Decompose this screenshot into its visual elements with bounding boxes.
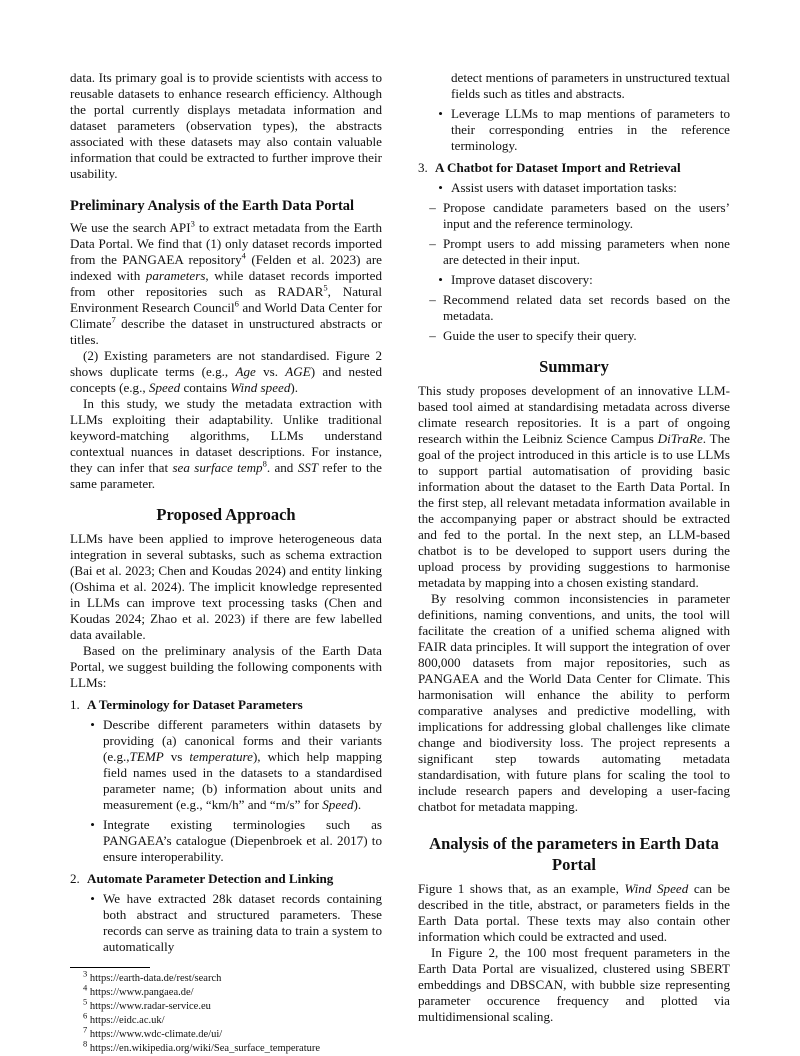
footnote-link[interactable]: https://en.wikipedia.org/wiki/Sea_surface_temperature [89,1043,321,1054]
footnote-4: $^4$ https://www.pangaea.de/ [83,982,194,998]
footnote-divider [70,967,150,968]
footnote-7: $^7$ https://www.wdc-climate.de/ui/ [83,1024,223,1040]
bullet-continuation: detect mentions of parameters in unstructured textual fields such as titles and abstracts. [451,70,730,101]
footnote-3: $^3$ https://earth-data.de/rest/search [83,968,222,984]
footnote-ref-6[interactable]: 6 [234,298,239,309]
dash-item: – Guide the user to specify their query. [429,328,637,343]
item-2-title: Automate Parameter Detection and Linking [87,871,334,886]
dash-item: – Recommend related data set records based on the metadata. [429,292,730,323]
prelim-paragraph-2: (2) Existing parameters are not standardised. Figure 2 shows duplicate terms (e.g., Age vs. AGE) and nested concepts (e.g., Speed contains Wind speed). [70,348,382,395]
bullet-item: • Improve dataset discovery: [438,272,593,287]
footnote-6: $^6$ https://eidc.ac.uk/ [83,1010,165,1026]
summary-paragraph-1: This study proposes development of an innovative LLM-based tool aimed at standardising metadata across diverse climate research repositories. It is a part of ongoing research within the Leibniz Science Campus DiTraRe. The goal of the project introduced in this article is to use LLMs to support partial automatisation of providing basic information about the dataset to the Earth Data Portal. In the first step, all relevant metadata information available in the accompanying paper or abstract should be extracted and fed to the portal. In the next step, an LLM-based chatbot is to be developed to support users during the upload process by providing suggestions to harmonise metadata by mapping into a chosen existing standard. [418,383,730,590]
footnote-ref-7[interactable]: 7 [111,314,116,325]
footnote-5: $^5$ https://www.radar-service.eu [83,996,211,1012]
footnote-link[interactable]: https://www.wdc-climate.de/ui/ [89,1029,223,1040]
analysis-paragraph-1: Figure 1 shows that, as an example, Wind Speed can be described in the title, abstract, or parameters fields in the Earth Data portal. These texts may also contain other information which could be extracted and used. [418,881,730,944]
prelim-paragraph-3: In this study, we study the metadata extraction with LLMs exploiting their adaptability. Unlike traditional keyword-matching algorithms, LLMs understand contextual nuances in dataset descriptions. For instance, they can infer that sea surface temp$^8$. and SST refer to the same parameter. [70,396,382,491]
bullet-item: • Integrate existing terminologies such as PANGAEA’s catalogue (Diepenbroek et al. 2017) to ensure interoperability. [90,817,382,864]
list-item-1: 1. A Terminology for Dataset Parameters • Describe different parameters within datasets by providing (a) canonical forms and their variants (e.g.,TEMP vs temperature), which help mapping field names used in the datasets to a standardised parameter name; (b) information about units and measurement (e.g., “km/h” and “m/s” for Speed). • Integrate existing terminologies such as PANGAEA’s catalogue (Diepenbroek et al. 2017) to ensure interoperability. [70,697,382,864]
footnote-link[interactable]: https://www.pangaea.de/ [89,987,194,998]
footnote-ref-3[interactable]: 3 [190,218,195,229]
footnotes [70,968,382,1056]
prelim-paragraph-1: We use the search API$^3$ to extract metadata from the Earth Data Portal. We find that (1) only dataset records imported from the PANGAEA repository$^4$ (Felden et al. 2023) are indexed with parameters, while dataset records imported from other repositories such as RADAR$^5$, Natural Environment Research Council$^6$ and World Data Center for Climate$^7$ describe the dataset in unstructured abstracts or titles. [70,218,383,347]
bullet-item: • Describe different parameters within datasets by providing (a) canonical forms and their variants (e.g.,TEMP vs temperature), which help mapping field names used in the datasets to a standardised parameter name; (b) information about units and measurement (e.g., “km/h” and “m/s” for Speed). [90,717,382,812]
left-column [70,70,382,1056]
intro-paragraph: data. Its primary goal is to provide scientists with access to reusable datasets to enhance research efficiency. Although the portal currently displays metadata information and dataset parameters (observation types), the abstracts associated with these datasets may also contain valuable information that could be extracted to further improve their usability. [70,70,382,181]
analysis-paragraph-2: In Figure 2, the 100 most frequent parameters in the Earth Data Portal are visualized, clustered using SBERT embeddings and DBSCAN, with bubble size representing parameter occurence frequency and plotted via multidimensional scaling. [418,945,730,1024]
footnote-ref-8[interactable]: 8 [262,458,267,469]
footnote-link[interactable]: https://eidc.ac.uk/ [89,1015,165,1026]
bullet-item: • Leverage LLMs to map mentions of parameters to their corresponding entries in the reference terminology. [438,106,730,153]
approach-paragraph-2: Based on the preliminary analysis of the Earth Data Portal, we suggest building the following components with LLMs: [70,643,382,690]
footnote-ref-5[interactable]: 5 [323,282,328,293]
item-1-title: A Terminology for Dataset Parameters [87,697,303,712]
list-item-3: 3. A Chatbot for Dataset Import and Retrieval • Assist users with dataset importation tasks: – Propose candidate parameters based on the users’ input and the reference terminology. – Prompt users to add missing parameters when none are detected in their input. • Improve dataset discovery: – Recommend related data set records based on the metadata. – Guide the user to specify their query. [418,160,730,343]
item-3-title: A Chatbot for Dataset Import and Retrieval [435,160,681,175]
footnote-link[interactable]: https://earth-data.de/rest/search [89,973,222,984]
summary-heading: Summary [539,357,609,376]
right-column [418,70,730,1025]
approach-paragraph-1: LLMs have been applied to improve heterogeneous data integration in several subtasks, such as schema extraction (Bai et al. 2023; Chen and Koudas 2024) and entity linking (Oshima et al. 2024). The implicit knowledge represented in LLMs can improve text processing tasks (Chen and Koudas 2024; Zhao et al. 2023) if there are few labelled data available. [70,531,382,642]
components-list-cont [418,160,730,344]
list-item-2: 2. Automate Parameter Detection and Linking • We have extracted 28k dataset records containing both abstract and structured parameters. These records can serve as training data to train a system to automatically [70,871,382,954]
bullet-item: • Assist users with dataset importation tasks: [438,180,677,195]
analysis-heading: Analysis of the parameters in Earth Data Portal [429,834,719,874]
bullet-item: • We have extracted 28k dataset records containing both abstract and structured parameters. These records can serve as training data to train a system to automatically [90,891,382,954]
approach-heading: Proposed Approach [156,505,296,524]
components-list [70,697,382,955]
footnote-link[interactable]: https://www.radar-service.eu [89,1001,211,1012]
summary-paragraph-2: By resolving common inconsistencies in parameter definitions, naming conventions, and units, the tool will facilitate the creation of a unified schema aligned with FAIR data principles. It will support the integration of over 800,000 datasets from major repositories, such as PANGAEA and the World Data Center for Climate. This harmonisation will enhance the ability to perform comparative analyses and predictive modelling, with implications for addressing global challenges like climate change and biodiversity loss. The project represents a significant step towards automating metadata standardisation, with future plans for scaling the tool to include research papers and developing a user-facing chatbot for metadata mapping. [418,591,730,814]
prelim-heading: Preliminary Analysis of the Earth Data Portal [70,198,355,214]
footnote-8: $^8$ https://en.wikipedia.org/wiki/Sea_surface_temperature [83,1038,321,1054]
dash-item: – Prompt users to add missing parameters when none are detected in their input. [429,236,730,267]
footnote-ref-4[interactable]: 4 [241,250,246,261]
dash-item: – Propose candidate parameters based on the users’ input and the reference terminology. [429,200,730,231]
